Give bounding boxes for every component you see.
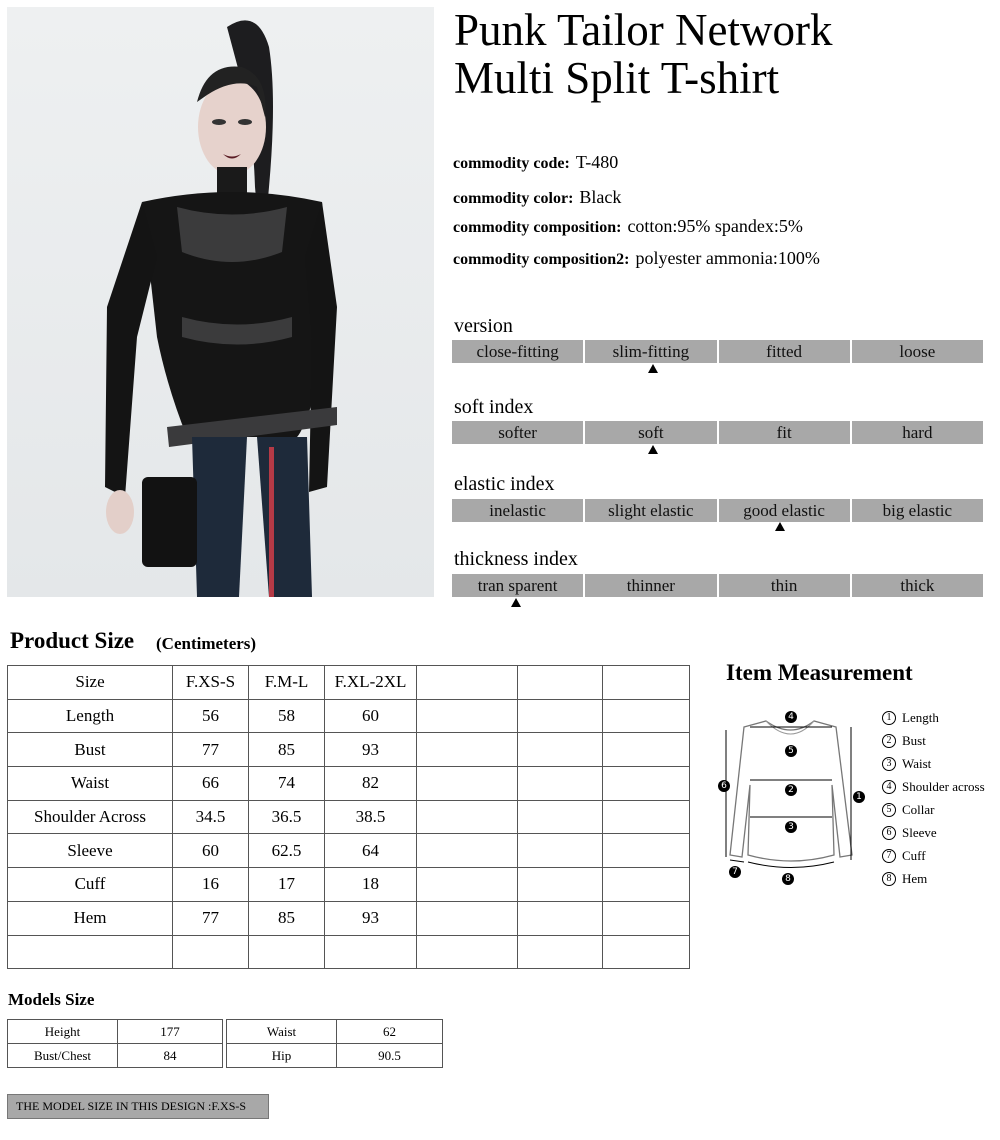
legend-item (882, 775, 985, 798)
legend-num: 5 (882, 803, 896, 817)
table-cell: 85 (249, 733, 325, 767)
table-cell (603, 834, 690, 868)
marker-2-icon: 2 (785, 784, 797, 796)
measurement-diagram (716, 705, 876, 885)
table-cell: 64 (325, 834, 417, 868)
legend-label: Waist (902, 755, 932, 771)
measurement-legend (882, 706, 985, 890)
spec-code (453, 152, 618, 173)
table-cell (603, 767, 690, 801)
product-title-line2: Multi Split T-shirt (454, 53, 780, 103)
table-cell: Hip (227, 1044, 337, 1068)
table-cell: 17 (249, 868, 325, 902)
scale-option: thick (852, 574, 983, 597)
legend-num: 4 (882, 780, 896, 794)
table-cell: 82 (325, 767, 417, 801)
table-cell (518, 800, 603, 834)
table-cell: Length (8, 699, 173, 733)
spec-composition2-value: polyester ammonia:100% (635, 248, 820, 268)
table-row (227, 1044, 443, 1068)
legend-num: 8 (882, 872, 896, 886)
table-cell: Hem (8, 901, 173, 935)
table-row (8, 1044, 223, 1068)
table-cell (518, 868, 603, 902)
table-cell: 84 (118, 1044, 223, 1068)
legend-item (882, 706, 985, 729)
models-table-2 (226, 1019, 443, 1068)
thickness-index-marker-icon (511, 598, 521, 607)
models-size-title: Models Size (8, 990, 95, 1009)
scale-option: fit (719, 421, 850, 444)
table-cell: 85 (249, 901, 325, 935)
table-cell (417, 901, 518, 935)
product-photo (7, 7, 434, 597)
table-row (8, 733, 690, 767)
scale-option: soft (585, 421, 716, 444)
table-cell: Waist (227, 1020, 337, 1044)
table-cell (8, 935, 173, 969)
marker-1-icon: 1 (853, 791, 865, 803)
scale-option: good elastic (719, 499, 850, 522)
table-cell: 77 (173, 733, 249, 767)
product-size-unit: (Centimeters) (156, 634, 257, 653)
legend-num: 3 (882, 757, 896, 771)
product-title (454, 6, 984, 102)
table-cell: 16 (173, 868, 249, 902)
table-cell: 93 (325, 733, 417, 767)
table-cell (249, 935, 325, 969)
table-cell (603, 935, 690, 969)
table-cell: F.XS-S (173, 666, 249, 700)
spec-code-value: T-480 (575, 152, 619, 172)
table-row (8, 666, 690, 700)
legend-label: Cuff (902, 847, 926, 863)
elastic-index-marker-icon (775, 522, 785, 531)
soft-index-marker-icon (648, 445, 658, 454)
model-size-note: THE MODEL SIZE IN THIS DESIGN :F.XS-S (7, 1094, 269, 1119)
table-cell: 177 (118, 1020, 223, 1044)
legend-num: 1 (882, 711, 896, 725)
table-cell: Sleeve (8, 834, 173, 868)
table-cell (417, 733, 518, 767)
table-cell: 38.5 (325, 800, 417, 834)
marker-8-icon: 8 (782, 873, 794, 885)
table-row (8, 935, 690, 969)
legend-item (882, 844, 985, 867)
legend-label: Shoulder across (902, 778, 985, 794)
legend-item (882, 867, 985, 890)
scale-option: thinner (585, 574, 716, 597)
scale-option: hard (852, 421, 983, 444)
scale-option: inelastic (452, 499, 583, 522)
scale-option: tran sparent (452, 574, 583, 597)
marker-7-icon: 7 (729, 866, 741, 878)
scale-option: big elastic (852, 499, 983, 522)
table-cell (518, 733, 603, 767)
table-cell: 36.5 (249, 800, 325, 834)
soft-index-scale (452, 421, 983, 444)
legend-num: 2 (882, 734, 896, 748)
legend-num: 7 (882, 849, 896, 863)
table-cell: 77 (173, 901, 249, 935)
spec-color-key: commodity color: (453, 190, 574, 207)
table-row (8, 901, 690, 935)
spec-color-value: Black (579, 187, 622, 207)
legend-label: Collar (902, 801, 935, 817)
table-cell: Waist (8, 767, 173, 801)
scale-option: fitted (719, 340, 850, 363)
thickness-index-scale (452, 574, 983, 597)
table-cell: 90.5 (337, 1044, 443, 1068)
spec-composition (453, 216, 803, 237)
legend-label: Length (902, 709, 939, 725)
legend-item (882, 729, 985, 752)
spec-composition2 (453, 248, 820, 269)
scale-option: softer (452, 421, 583, 444)
legend-label: Sleeve (902, 824, 937, 840)
table-cell (518, 834, 603, 868)
scale-option: slim-fitting (585, 340, 716, 363)
legend-num: 6 (882, 826, 896, 840)
table-cell: 60 (173, 834, 249, 868)
legend-item (882, 752, 985, 775)
scale-option: thin (719, 574, 850, 597)
table-cell (518, 767, 603, 801)
marker-3-icon: 3 (785, 821, 797, 833)
table-cell (603, 868, 690, 902)
table-cell (417, 834, 518, 868)
spec-composition-key: commodity composition: (453, 219, 622, 236)
table-row (8, 767, 690, 801)
spec-composition-value: cotton:95% spandex:5% (627, 216, 803, 236)
legend-item (882, 821, 985, 844)
table-cell (603, 666, 690, 700)
table-cell: 56 (173, 699, 249, 733)
table-cell (417, 666, 518, 700)
table-cell (518, 666, 603, 700)
table-cell: Bust (8, 733, 173, 767)
scale-option: close-fitting (452, 340, 583, 363)
version-scale (452, 340, 983, 363)
spec-composition2-key: commodity composition2: (453, 251, 630, 268)
product-size-title: Product Size (10, 628, 135, 653)
table-cell: Height (8, 1020, 118, 1044)
table-cell (518, 935, 603, 969)
version-title: version (454, 315, 513, 337)
table-cell: 93 (325, 901, 417, 935)
table-cell: Shoulder Across (8, 800, 173, 834)
table-cell: 34.5 (173, 800, 249, 834)
table-row (8, 834, 690, 868)
table-cell: Size (8, 666, 173, 700)
table-cell (417, 699, 518, 733)
table-cell: 62 (337, 1020, 443, 1044)
table-cell (417, 935, 518, 969)
item-measurement-title: Item Measurement (726, 660, 913, 685)
soft-index-title: soft index (454, 396, 534, 418)
models-table-1 (7, 1019, 223, 1068)
marker-5-icon: 5 (785, 745, 797, 757)
legend-label: Bust (902, 732, 926, 748)
table-cell (417, 868, 518, 902)
table-row (227, 1020, 443, 1044)
table-cell (173, 935, 249, 969)
spec-color (453, 187, 621, 208)
table-cell: 58 (249, 699, 325, 733)
legend-label: Hem (902, 870, 928, 886)
legend-item (882, 798, 985, 821)
table-cell: 18 (325, 868, 417, 902)
table-cell: Bust/Chest (8, 1044, 118, 1068)
table-cell (603, 699, 690, 733)
spec-code-key: commodity code: (453, 155, 570, 172)
table-cell: 60 (325, 699, 417, 733)
elastic-index-title: elastic index (454, 473, 555, 495)
marker-6-icon: 6 (718, 780, 730, 792)
table-row (8, 868, 690, 902)
size-table (7, 665, 690, 969)
table-row (8, 1020, 223, 1044)
product-title-line1: Punk Tailor Network (454, 5, 833, 55)
table-cell (417, 800, 518, 834)
table-cell (603, 901, 690, 935)
table-cell: 62.5 (249, 834, 325, 868)
table-cell (518, 699, 603, 733)
elastic-index-scale (452, 499, 983, 522)
marker-4-icon: 4 (785, 711, 797, 723)
thickness-index-title: thickness index (454, 548, 578, 570)
table-cell: F.M-L (249, 666, 325, 700)
table-row (8, 800, 690, 834)
table-cell (518, 901, 603, 935)
table-cell: 66 (173, 767, 249, 801)
table-cell (603, 733, 690, 767)
table-cell (417, 767, 518, 801)
scale-option: slight elastic (585, 499, 716, 522)
table-row (8, 699, 690, 733)
table-cell: 74 (249, 767, 325, 801)
table-cell (603, 800, 690, 834)
table-cell: F.XL-2XL (325, 666, 417, 700)
table-cell: Cuff (8, 868, 173, 902)
scale-option: loose (852, 340, 983, 363)
table-cell (325, 935, 417, 969)
version-marker-icon (648, 364, 658, 373)
